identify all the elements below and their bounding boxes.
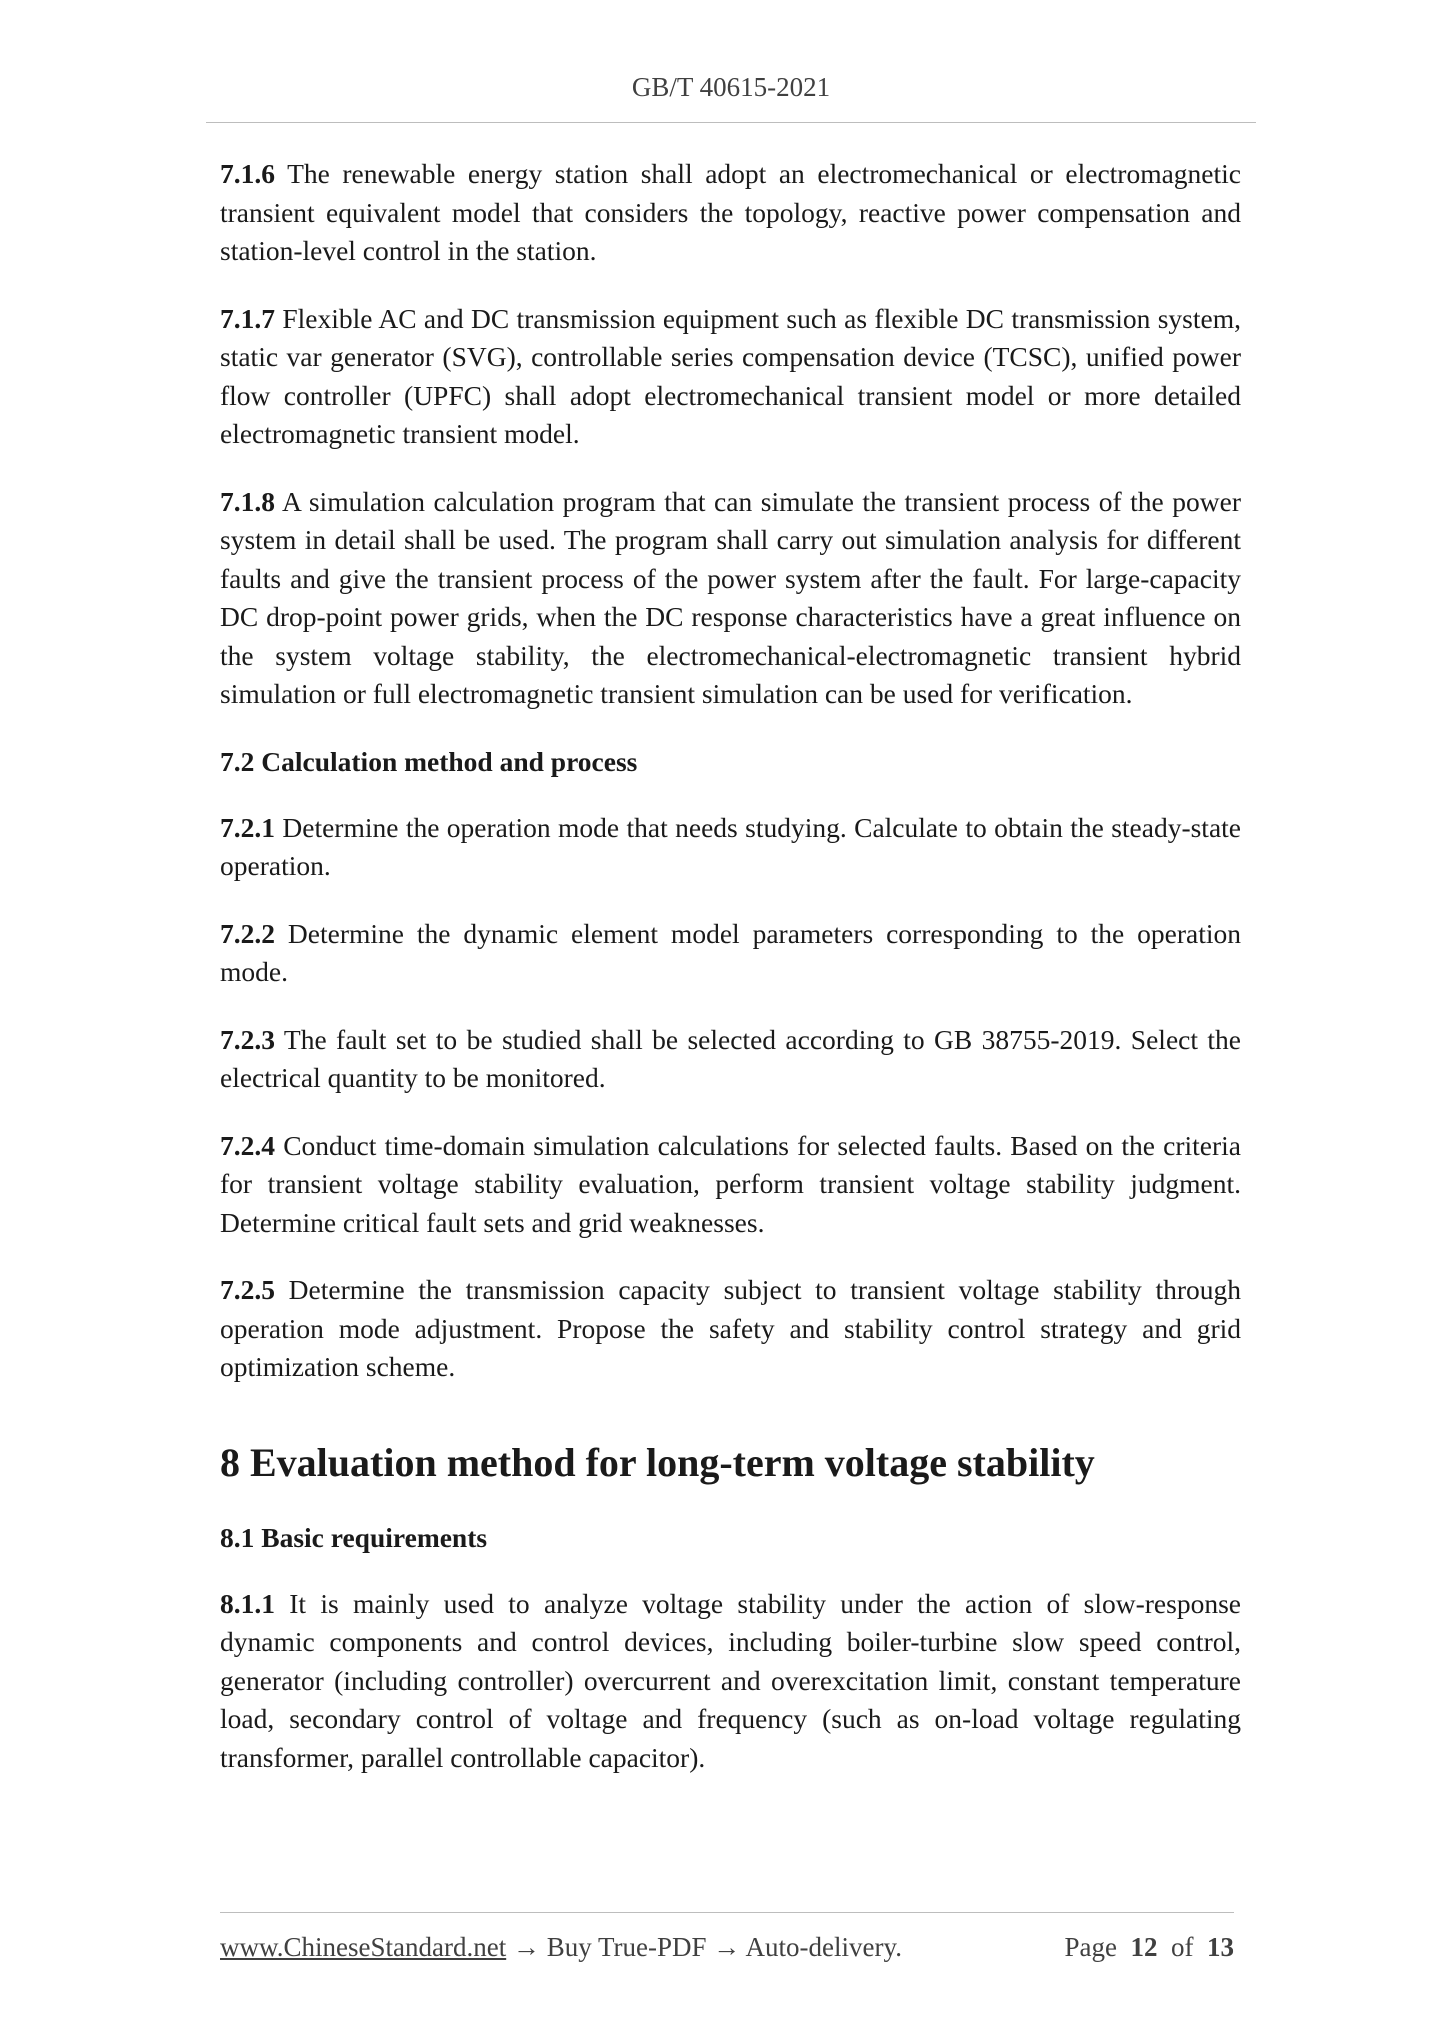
clause-number: 7.2.4	[220, 1129, 275, 1161]
page-header: GB/T 40615-2021	[631, 72, 831, 102]
footer-divider	[220, 1912, 1234, 1913]
clause-number: 7.1.8	[220, 485, 275, 517]
clause-7-1-7	[220, 300, 1241, 454]
footer-left	[220, 1932, 902, 1963]
header-divider	[206, 122, 1256, 123]
clause-number: 8.1.1	[220, 1587, 275, 1619]
clause-text: It is mainly used to analyze voltage stability under the action of slow-response dynamic components and control devices, including boiler-turbine slow speed control, generator (including controller) overcurrent and overexcitation limit, constant temperature load, secondary control of voltage and frequency (such as on-load voltage regulating transformer, parallel controllable capacitor).	[220, 1587, 1241, 1773]
page-current: 12	[1130, 1932, 1158, 1962]
footer-tagline: → Buy True-PDF → Auto-delivery.	[506, 1932, 902, 1962]
clause-text: The renewable energy station shall adopt an electromechanical or electromagnetic transient equivalent model that considers the topology, reactive power compensation and station-level control in the station.	[220, 158, 1241, 266]
clause-text: Conduct time-domain simulation calculations for selected faults. Based on the criteria for transient voltage stability evaluation, perform transient voltage stability judgment. Determine critical fault sets and grid weaknesses.	[220, 1129, 1241, 1238]
clause-text: Determine the transmission capacity subject to transient voltage stability through operation mode adjustment. Propose the safety and stability control strategy and grid optimization scheme.	[220, 1274, 1241, 1382]
chinesestandard-link[interactable]: www.ChineseStandard.net	[220, 1932, 507, 1962]
clause-8-1-1	[220, 1585, 1241, 1778]
clause-text: Determine the operation mode that needs studying. Calculate to obtain the steady-state operation.	[220, 811, 1241, 881]
clause-number: 7.1.7	[220, 302, 275, 334]
clause-text: A simulation calculation program that can simulate the transient process of the power system in detail shall be used. The program shall carry out simulation analysis for different faults and give the transient process of the power system after the fault. For large-capacity DC drop-point power grids, when the DC response characteristics have a great influence on the system voltage stability, the electromechanical-electromagnetic transient hybrid simulation or full electromagnetic transient simulation can be used for verification.	[220, 485, 1241, 709]
clause-number: 7.2.5	[220, 1274, 275, 1305]
document-body	[220, 155, 1241, 1806]
clause-7-2-2	[220, 915, 1241, 992]
page-label: Page	[1064, 1932, 1117, 1962]
of-label: of	[1171, 1932, 1194, 1962]
clause-number: 7.2.1	[220, 811, 275, 843]
clause-number: 7.1.6	[220, 158, 275, 189]
clause-number: 7.2.2	[220, 917, 275, 949]
page-total: 13	[1207, 1932, 1234, 1962]
clause-7-2-1	[220, 809, 1241, 886]
clause-7-1-6	[220, 155, 1241, 271]
section-heading-8-1: 8.1 Basic requirements	[220, 1521, 488, 1553]
clause-7-2-4	[220, 1127, 1241, 1243]
section-heading-7-2: 7.2 Calculation method and process	[220, 745, 638, 777]
clause-7-2-3	[220, 1021, 1241, 1098]
clause-number: 7.2.3	[220, 1023, 275, 1055]
clause-text: Flexible AC and DC transmission equipment such as flexible DC transmission system, static var generator (SVG), controllable series compensation device (TCSC), unified power flow controller (UPFC) shall adopt electromechanical transient model or more detailed electromagnetic transient model.	[220, 302, 1241, 449]
page-indicator	[1065, 1932, 1234, 1963]
clause-7-2-5	[220, 1271, 1241, 1387]
chapter-heading-8: 8 Evaluation method for long-term voltage stability	[220, 1439, 1095, 1485]
clause-text: The fault set to be studied shall be selected according to GB 38755-2019. Select the electrical quantity to be monitored.	[220, 1023, 1241, 1093]
clause-text: Determine the dynamic element model parameters corresponding to the operation mode.	[220, 917, 1241, 987]
clause-7-1-8	[220, 483, 1241, 714]
